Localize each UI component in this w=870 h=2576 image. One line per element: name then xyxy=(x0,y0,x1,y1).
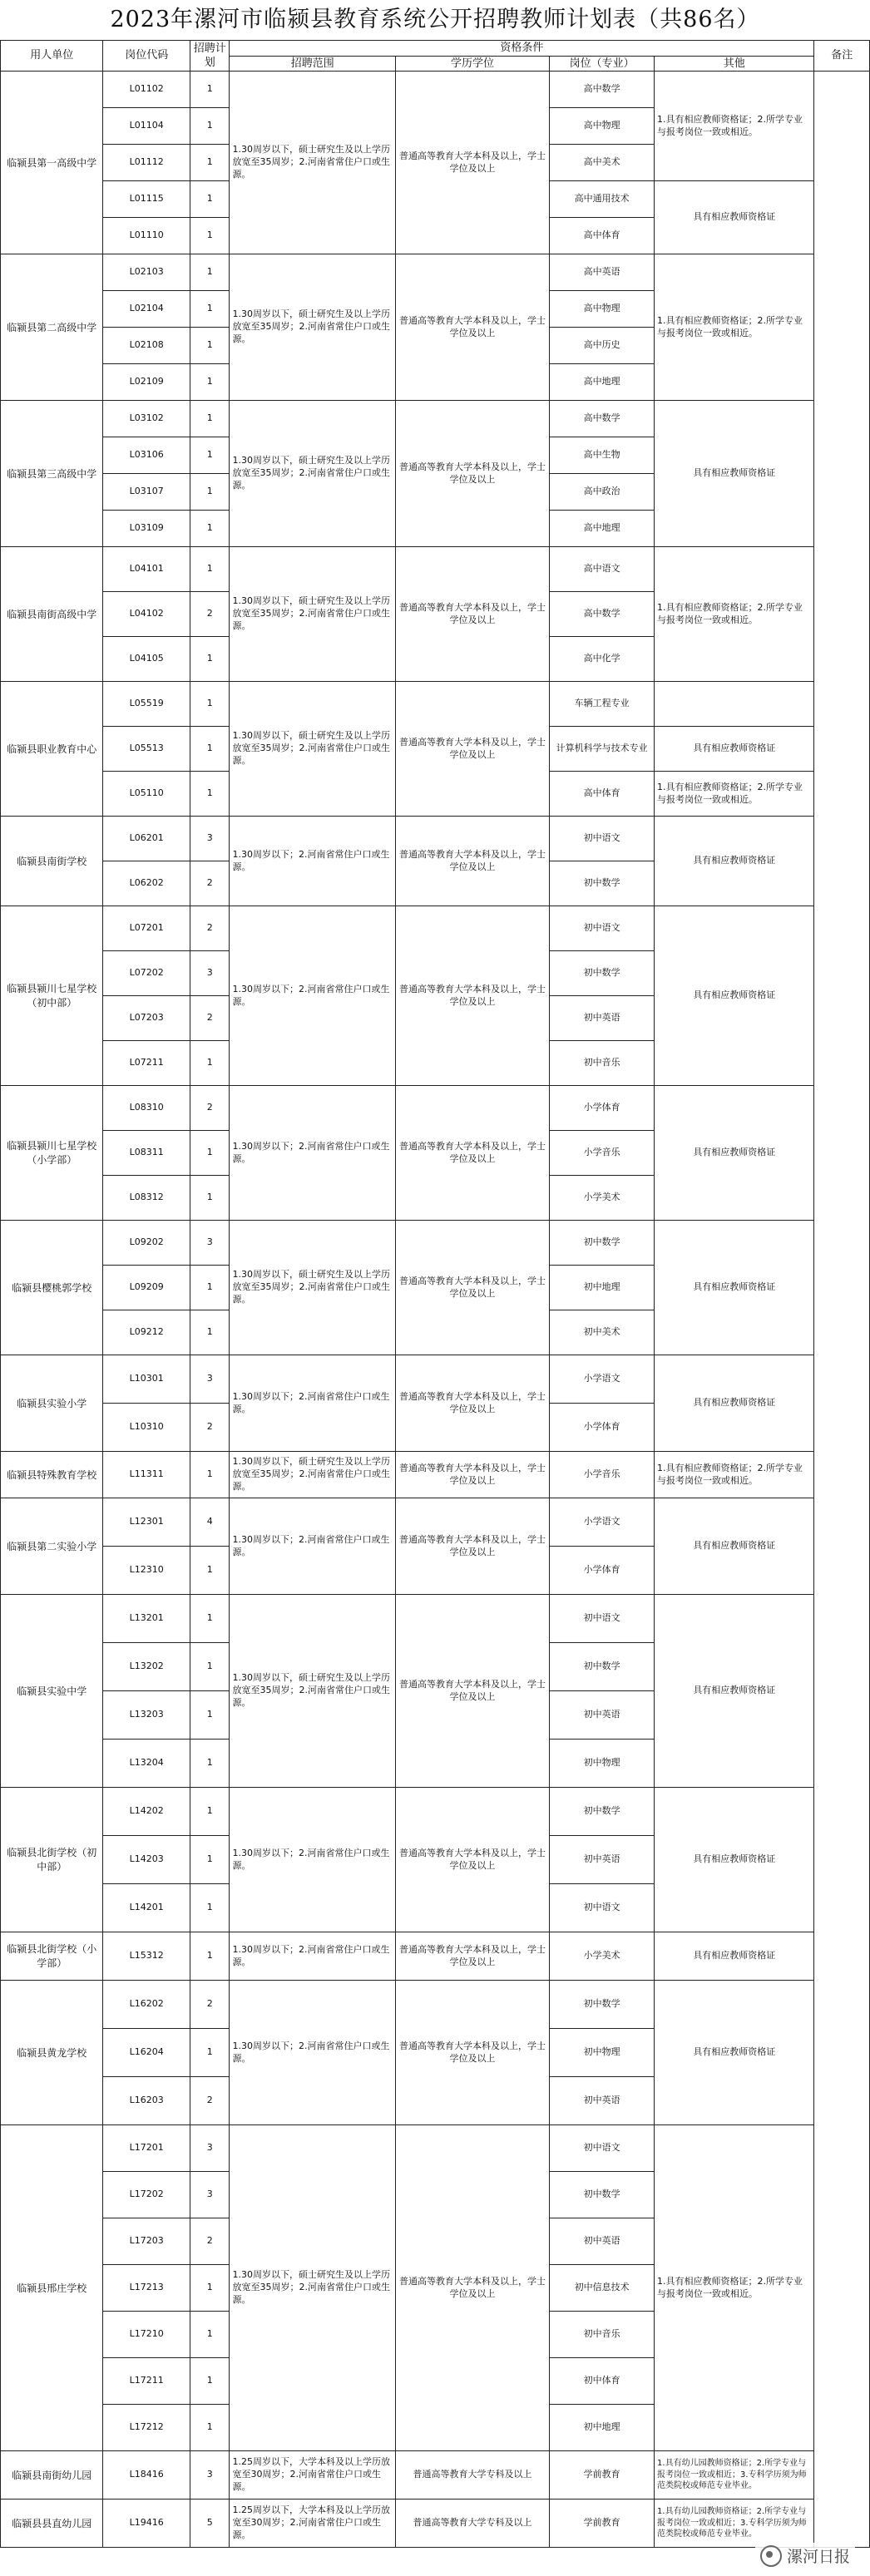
other-cell: 具有相应教师资格证 xyxy=(655,1355,814,1452)
post-cell: 初中英语 xyxy=(550,2218,655,2265)
post-cell: 高中体育 xyxy=(550,218,655,254)
code-cell: L02104 xyxy=(103,291,190,328)
plan-cell: 1 xyxy=(190,1884,229,1932)
plan-cell: 1 xyxy=(190,1452,229,1498)
plan-cell: 2 xyxy=(190,1086,229,1131)
other-cell: 具有相应教师资格证 xyxy=(655,1932,814,1981)
plan-cell: 1 xyxy=(190,1266,229,1310)
range-cell: 1.30周岁以下，硕士研究生及以上学历放宽至35周岁；2.河南省常住户口或生源。 xyxy=(230,1452,395,1498)
post-cell: 车辆工程专业 xyxy=(550,682,655,727)
unit-cell: 临颍县颍川七星学校（初中部） xyxy=(1,906,103,1086)
plan-cell: 1 xyxy=(190,2405,229,2451)
degree-cell: 普通高等教育大学本科及以上，学士学位及以上 xyxy=(395,1595,549,1788)
code-cell: L04105 xyxy=(103,637,190,682)
plan-cell: 1 xyxy=(190,145,229,181)
post-cell: 高中地理 xyxy=(550,364,655,401)
post-cell: 初中语文 xyxy=(550,1884,655,1932)
plan-cell: 1 xyxy=(190,291,229,328)
degree-cell: 普通高等教育大学本科及以上，学士学位及以上 xyxy=(395,682,549,817)
plan-cell: 1 xyxy=(190,1041,229,1086)
post-cell: 高中体育 xyxy=(550,772,655,817)
code-cell: L09209 xyxy=(103,1266,190,1310)
code-cell: L01115 xyxy=(103,181,190,218)
other-cell xyxy=(655,682,814,727)
unit-cell: 临颍县第二高级中学 xyxy=(1,254,103,401)
post-cell: 初中音乐 xyxy=(550,2312,655,2358)
header-post: 岗位（专业） xyxy=(550,56,655,72)
other-cell: 具有相应教师资格证 xyxy=(655,1221,814,1355)
post-cell: 初中数学 xyxy=(550,1981,655,2029)
plan-cell: 1 xyxy=(190,1836,229,1884)
post-cell: 初中语文 xyxy=(550,1595,655,1643)
code-cell: L08312 xyxy=(103,1176,190,1221)
range-cell: 1.30周岁以下；2.河南省常住户口或生源。 xyxy=(230,1981,395,2125)
newspaper-logo-icon xyxy=(760,2545,782,2567)
range-cell: 1.30周岁以下，硕士研究生及以上学历放宽至35周岁；2.河南省常住户口或生源。 xyxy=(230,1595,395,1788)
plan-cell: 1 xyxy=(190,1740,229,1788)
post-cell: 高中通用技术 xyxy=(550,181,655,218)
plan-cell: 1 xyxy=(190,2358,229,2405)
degree-cell: 普通高等教育大学本科及以上，学士学位及以上 xyxy=(395,1452,549,1498)
code-cell: L02103 xyxy=(103,254,190,291)
post-cell: 小学语文 xyxy=(550,1498,655,1547)
code-cell: L13204 xyxy=(103,1740,190,1788)
degree-cell: 普通高等教育大学专科及以上 xyxy=(395,2500,549,2548)
plan-cell: 5 xyxy=(190,2500,229,2548)
code-cell: L01110 xyxy=(103,218,190,254)
plan-cell: 3 xyxy=(190,1221,229,1266)
other-cell: 具有相应教师资格证 xyxy=(655,401,814,547)
plan-cell: 1 xyxy=(190,364,229,401)
code-cell: L02109 xyxy=(103,364,190,401)
post-cell: 初中英语 xyxy=(550,996,655,1041)
code-cell: L13201 xyxy=(103,1595,190,1643)
code-cell: L03102 xyxy=(103,401,190,437)
post-cell: 初中数学 xyxy=(550,861,655,906)
plan-cell: 1 xyxy=(190,108,229,145)
range-cell: 1.30周岁以下，硕士研究生及以上学历放宽至35周岁；2.河南省常住户口或生源。 xyxy=(230,2125,395,2451)
other-cell: 1.具有相应教师资格证；2.所学专业与报考岗位一致或相近。 xyxy=(655,2125,814,2451)
post-cell: 高中物理 xyxy=(550,291,655,328)
post-cell: 高中地理 xyxy=(550,511,655,547)
plan-cell: 1 xyxy=(190,328,229,364)
range-cell: 1.30周岁以下，硕士研究生及以上学历放宽至35周岁；2.河南省常住户口或生源。 xyxy=(230,547,395,682)
code-cell: L01102 xyxy=(103,72,190,108)
watermark-text: 漯河日报 xyxy=(786,2548,850,2566)
code-cell: L04101 xyxy=(103,547,190,592)
plan-cell: 1 xyxy=(190,1131,229,1176)
plan-cell: 1 xyxy=(190,181,229,218)
code-cell: L17202 xyxy=(103,2172,190,2218)
plan-cell: 1 xyxy=(190,401,229,437)
code-cell: L17201 xyxy=(103,2125,190,2172)
unit-cell: 临颍县樱桃郭学校 xyxy=(1,1221,103,1355)
code-cell: L17211 xyxy=(103,2358,190,2405)
post-cell: 初中地理 xyxy=(550,2405,655,2451)
other-cell: 1.具有幼儿园教师资格证；2.所学专业与报考岗位一致或相近；3.专科学历须为师范类院校或师范专业毕业。 xyxy=(655,2500,814,2548)
post-cell: 初中英语 xyxy=(550,1836,655,1884)
plan-cell: 3 xyxy=(190,2451,229,2500)
code-cell: L05513 xyxy=(103,727,190,772)
plan-cell: 3 xyxy=(190,1355,229,1404)
post-cell: 高中物理 xyxy=(550,108,655,145)
post-cell: 小学音乐 xyxy=(550,1452,655,1498)
plan-cell: 1 xyxy=(190,682,229,727)
code-cell: L16203 xyxy=(103,2077,190,2125)
range-cell: 1.25周岁以下，大学本科及以上学历放宽至30周岁；2.河南省常住户口或生源。 xyxy=(230,2500,395,2548)
post-cell: 初中数学 xyxy=(550,951,655,996)
unit-cell: 临颍县黄龙学校 xyxy=(1,1981,103,2125)
code-cell: L16204 xyxy=(103,2029,190,2077)
code-cell: L19416 xyxy=(103,2500,190,2548)
range-cell: 1.30周岁以下；2.河南省常住户口或生源。 xyxy=(230,1788,395,1932)
post-cell: 高中美术 xyxy=(550,145,655,181)
plan-cell: 3 xyxy=(190,2125,229,2172)
code-cell: L14202 xyxy=(103,1788,190,1836)
code-cell: L17212 xyxy=(103,2405,190,2451)
range-cell: 1.30周岁以下；2.河南省常住户口或生源。 xyxy=(230,906,395,1086)
other-cell: 具有相应教师资格证 xyxy=(655,727,814,772)
code-cell: L01104 xyxy=(103,108,190,145)
code-cell: L09212 xyxy=(103,1310,190,1355)
header-degree: 学历学位 xyxy=(395,56,549,72)
code-cell: L14203 xyxy=(103,1836,190,1884)
code-cell: L17203 xyxy=(103,2218,190,2265)
other-cell: 具有相应教师资格证 xyxy=(655,1981,814,2125)
plan-cell: 2 xyxy=(190,2077,229,2125)
code-cell: L13202 xyxy=(103,1643,190,1691)
post-cell: 高中历史 xyxy=(550,328,655,364)
code-cell: L01112 xyxy=(103,145,190,181)
plan-cell: 1 xyxy=(190,1595,229,1643)
header-note: 备注 xyxy=(814,41,870,72)
code-cell: L06201 xyxy=(103,817,190,861)
degree-cell: 普通高等教育大学本科及以上，学士学位及以上 xyxy=(395,1086,549,1221)
unit-cell: 临颍县南街幼儿园 xyxy=(1,2451,103,2500)
degree-cell: 普通高等教育大学本科及以上，学士学位及以上 xyxy=(395,254,549,401)
post-cell: 初中英语 xyxy=(550,2077,655,2125)
code-cell: L14201 xyxy=(103,1884,190,1932)
range-cell: 1.30周岁以下，硕士研究生及以上学历放宽至35周岁；2.河南省常住户口或生源。 xyxy=(230,682,395,817)
post-cell: 初中地理 xyxy=(550,1266,655,1310)
post-cell: 初中数学 xyxy=(550,1643,655,1691)
plan-cell: 1 xyxy=(190,2312,229,2358)
range-cell: 1.30周岁以下；2.河南省常住户口或生源。 xyxy=(230,1498,395,1595)
post-cell: 高中英语 xyxy=(550,254,655,291)
code-cell: L03106 xyxy=(103,437,190,474)
code-cell: L07201 xyxy=(103,906,190,951)
plan-cell: 3 xyxy=(190,817,229,861)
plan-cell: 1 xyxy=(190,474,229,511)
code-cell: L07211 xyxy=(103,1041,190,1086)
code-cell: L15312 xyxy=(103,1932,190,1981)
unit-cell: 临颍县职业教育中心 xyxy=(1,682,103,817)
header-range: 招聘范围 xyxy=(230,56,395,72)
post-cell: 小学体育 xyxy=(550,1547,655,1595)
code-cell: L04102 xyxy=(103,592,190,637)
plan-cell: 1 xyxy=(190,511,229,547)
code-cell: L09202 xyxy=(103,1221,190,1266)
plan-cell: 1 xyxy=(190,1691,229,1740)
plan-cell: 1 xyxy=(190,1788,229,1836)
plan-cell: 3 xyxy=(190,2172,229,2218)
plan-cell: 1 xyxy=(190,772,229,817)
post-cell: 小学美术 xyxy=(550,1176,655,1221)
other-cell: 1.具有相应教师资格证；2.所学专业与报考岗位一致或相近。 xyxy=(655,72,814,181)
post-cell: 初中语文 xyxy=(550,817,655,861)
degree-cell: 普通高等教育大学本科及以上，学士学位及以上 xyxy=(395,547,549,682)
degree-cell: 普通高等教育大学专科及以上 xyxy=(395,2451,549,2500)
unit-cell: 临颍县北街学校（小学部） xyxy=(1,1932,103,1981)
post-cell: 计算机科学与技术专业 xyxy=(550,727,655,772)
code-cell: L17210 xyxy=(103,2312,190,2358)
code-cell: L03109 xyxy=(103,511,190,547)
plan-cell: 3 xyxy=(190,951,229,996)
post-cell: 初中数学 xyxy=(550,1221,655,1266)
code-cell: L07203 xyxy=(103,996,190,1041)
note-cell xyxy=(814,72,870,2548)
plan-cell: 1 xyxy=(190,1310,229,1355)
header-plan: 招聘计划 xyxy=(190,41,229,72)
plan-cell: 2 xyxy=(190,592,229,637)
degree-cell: 普通高等教育大学本科及以上，学士学位及以上 xyxy=(395,72,549,254)
post-cell: 高中政治 xyxy=(550,474,655,511)
code-cell: L06202 xyxy=(103,861,190,906)
code-cell: L12310 xyxy=(103,1547,190,1595)
post-cell: 初中物理 xyxy=(550,2029,655,2077)
post-cell: 初中语文 xyxy=(550,2125,655,2172)
page-title: 2023年漯河市临颍县教育系统公开招聘教师计划表（共86名） xyxy=(110,7,760,32)
post-cell: 小学语文 xyxy=(550,1355,655,1404)
unit-cell: 临颍县实验小学 xyxy=(1,1355,103,1452)
header-other: 其他 xyxy=(655,56,814,72)
code-cell: L08311 xyxy=(103,1131,190,1176)
range-cell: 1.30周岁以下，硕士研究生及以上学历放宽至35周岁；2.河南省常住户口或生源。 xyxy=(230,1221,395,1355)
unit-cell: 临颍县邢庄学校 xyxy=(1,2125,103,2451)
other-cell: 具有相应教师资格证 xyxy=(655,906,814,1086)
other-cell: 具有相应教师资格证 xyxy=(655,1595,814,1788)
plan-cell: 2 xyxy=(190,1981,229,2029)
degree-cell: 普通高等教育大学本科及以上，学士学位及以上 xyxy=(395,2125,549,2451)
degree-cell: 普通高等教育大学本科及以上，学士学位及以上 xyxy=(395,1788,549,1932)
other-cell: 1.具有相应教师资格证；2.所学专业与报考岗位一致或相近。 xyxy=(655,772,814,817)
code-cell: L18416 xyxy=(103,2451,190,2500)
unit-cell: 临颍县特殊教育学校 xyxy=(1,1452,103,1498)
header-unit: 用人单位 xyxy=(1,41,103,72)
code-cell: L05519 xyxy=(103,682,190,727)
other-cell: 具有相应教师资格证 xyxy=(655,1498,814,1595)
other-cell: 具有相应教师资格证 xyxy=(655,817,814,906)
plan-cell: 1 xyxy=(190,218,229,254)
other-cell: 具有相应教师资格证 xyxy=(655,1086,814,1221)
plan-cell: 1 xyxy=(190,437,229,474)
degree-cell: 普通高等教育大学本科及以上，学士学位及以上 xyxy=(395,817,549,906)
post-cell: 高中数学 xyxy=(550,592,655,637)
code-cell: L10310 xyxy=(103,1404,190,1452)
post-cell: 学前教育 xyxy=(550,2500,655,2548)
unit-cell: 临颍县第三高级中学 xyxy=(1,401,103,547)
other-cell: 具有相应教师资格证 xyxy=(655,181,814,254)
post-cell: 高中生物 xyxy=(550,437,655,474)
header-code: 岗位代码 xyxy=(103,41,190,72)
plan-cell: 2 xyxy=(190,1404,229,1452)
post-cell: 初中英语 xyxy=(550,1691,655,1740)
other-cell: 1.具有相应教师资格证；2.所学专业与报考岗位一致或相近。 xyxy=(655,547,814,682)
code-cell: L16202 xyxy=(103,1981,190,2029)
code-cell: L05110 xyxy=(103,772,190,817)
post-cell: 初中物理 xyxy=(550,1740,655,1788)
unit-cell: 临颍县南街学校 xyxy=(1,817,103,906)
post-cell: 小学美术 xyxy=(550,1932,655,1981)
unit-cell: 临颍县北街学校（初中部） xyxy=(1,1788,103,1932)
other-cell: 1.具有幼儿园教师资格证；2.所学专业与报考岗位一致或相近；3.专科学历须为师范类院校或师范专业毕业。 xyxy=(655,2451,814,2500)
degree-cell: 普通高等教育大学本科及以上，学士学位及以上 xyxy=(395,1932,549,1981)
plan-cell: 1 xyxy=(190,254,229,291)
degree-cell: 普通高等教育大学本科及以上，学士学位及以上 xyxy=(395,401,549,547)
post-cell: 小学体育 xyxy=(550,1404,655,1452)
plan-cell: 1 xyxy=(190,72,229,108)
plan-cell: 2 xyxy=(190,861,229,906)
plan-cell: 4 xyxy=(190,1498,229,1547)
unit-cell: 临颍县第一高级中学 xyxy=(1,72,103,254)
degree-cell: 普通高等教育大学本科及以上，学士学位及以上 xyxy=(395,906,549,1086)
post-cell: 小学体育 xyxy=(550,1086,655,1131)
unit-cell: 临颍县实验中学 xyxy=(1,1595,103,1788)
code-cell: L03107 xyxy=(103,474,190,511)
plan-cell: 1 xyxy=(190,1176,229,1221)
plan-cell: 1 xyxy=(190,1547,229,1595)
post-cell: 高中语文 xyxy=(550,547,655,592)
plan-cell: 1 xyxy=(190,547,229,592)
plan-cell: 1 xyxy=(190,727,229,772)
plan-cell: 2 xyxy=(190,996,229,1041)
code-cell: L11311 xyxy=(103,1452,190,1498)
unit-cell: 临颍县县直幼儿园 xyxy=(1,2500,103,2548)
other-cell: 具有相应教师资格证 xyxy=(655,1788,814,1932)
code-cell: L10301 xyxy=(103,1355,190,1404)
post-cell: 初中体育 xyxy=(550,2358,655,2405)
watermark xyxy=(755,2543,855,2569)
plan-cell: 1 xyxy=(190,2029,229,2077)
degree-cell: 普通高等教育大学本科及以上，学士学位及以上 xyxy=(395,1355,549,1452)
recruitment-table xyxy=(0,40,870,2548)
degree-cell: 普通高等教育大学本科及以上，学士学位及以上 xyxy=(395,1498,549,1595)
code-cell: L13203 xyxy=(103,1691,190,1740)
header-qualifications: 资格条件 xyxy=(230,41,814,57)
post-cell: 高中数学 xyxy=(550,72,655,108)
plan-cell: 2 xyxy=(190,2218,229,2265)
code-cell: L02108 xyxy=(103,328,190,364)
degree-cell: 普通高等教育大学本科及以上，学士学位及以上 xyxy=(395,1221,549,1355)
code-cell: L08310 xyxy=(103,1086,190,1131)
plan-cell: 1 xyxy=(190,1643,229,1691)
range-cell: 1.30周岁以下，硕士研究生及以上学历放宽至35周岁；2.河南省常住户口或生源。 xyxy=(230,72,395,254)
range-cell: 1.30周岁以下；2.河南省常住户口或生源。 xyxy=(230,1355,395,1452)
range-cell: 1.30周岁以下；2.河南省常住户口或生源。 xyxy=(230,1932,395,1981)
post-cell: 高中数学 xyxy=(550,401,655,437)
post-cell: 初中信息技术 xyxy=(550,2265,655,2312)
range-cell: 1.30周岁以下；2.河南省常住户口或生源。 xyxy=(230,817,395,906)
other-cell: 1.具有相应教师资格证；2.所学专业与报考岗位一致或相近。 xyxy=(655,1452,814,1498)
post-cell: 学前教育 xyxy=(550,2451,655,2500)
range-cell: 1.30周岁以下，硕士研究生及以上学历放宽至35周岁；2.河南省常住户口或生源。 xyxy=(230,254,395,401)
post-cell: 初中数学 xyxy=(550,1788,655,1836)
code-cell: L17213 xyxy=(103,2265,190,2312)
degree-cell: 普通高等教育大学本科及以上，学士学位及以上 xyxy=(395,1981,549,2125)
plan-cell: 2 xyxy=(190,906,229,951)
plan-cell: 1 xyxy=(190,1932,229,1981)
post-cell: 小学音乐 xyxy=(550,1131,655,1176)
post-cell: 初中数学 xyxy=(550,2172,655,2218)
range-cell: 1.25周岁以下，大学本科及以上学历放宽至30周岁；2.河南省常住户口或生源。 xyxy=(230,2451,395,2500)
unit-cell: 临颍县颍川七星学校（小学部） xyxy=(1,1086,103,1221)
range-cell: 1.30周岁以下，硕士研究生及以上学历放宽至35周岁；2.河南省常住户口或生源。 xyxy=(230,401,395,547)
plan-cell: 1 xyxy=(190,637,229,682)
other-cell: 1.具有相应教师资格证；2.所学专业与报考岗位一致或相近。 xyxy=(655,254,814,401)
post-cell: 初中美术 xyxy=(550,1310,655,1355)
post-cell: 初中音乐 xyxy=(550,1041,655,1086)
unit-cell: 临颍县第二实验小学 xyxy=(1,1498,103,1595)
unit-cell: 临颍县南街高级中学 xyxy=(1,547,103,682)
code-cell: L12301 xyxy=(103,1498,190,1547)
range-cell: 1.30周岁以下；2.河南省常住户口或生源。 xyxy=(230,1086,395,1221)
post-cell: 初中语文 xyxy=(550,906,655,951)
plan-cell: 1 xyxy=(190,2265,229,2312)
post-cell: 高中化学 xyxy=(550,637,655,682)
code-cell: L07202 xyxy=(103,951,190,996)
